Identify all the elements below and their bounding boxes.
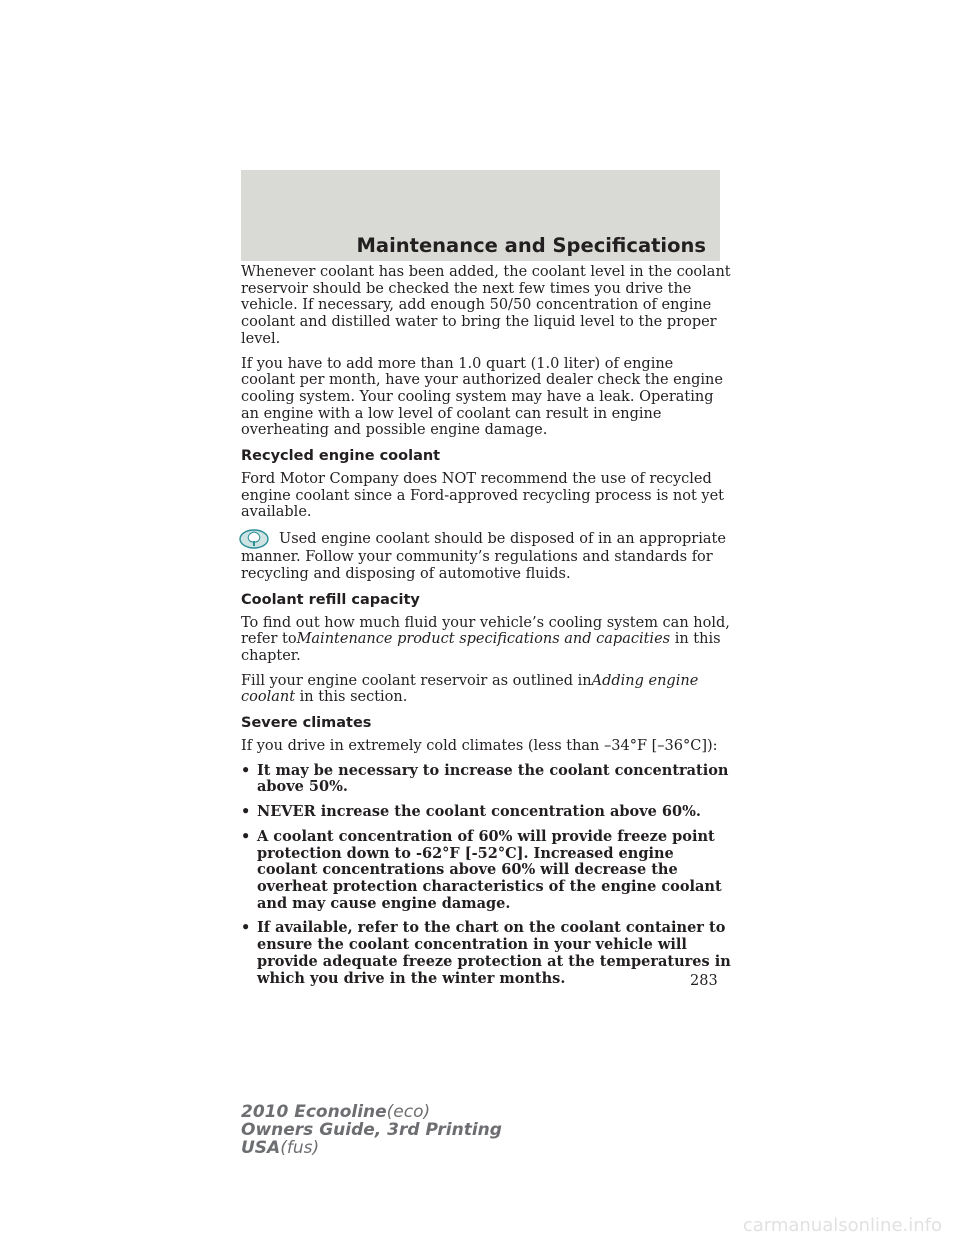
heading-severe-climates: Severe climates [241,715,372,732]
cross-reference: Adding engine coolant [241,672,699,706]
footer-market-code: (fus) [280,1138,320,1158]
list-item-text: If available, refer to the chart on the coolant container to ensure the coolant concentration in your vehicle will provide adequate freeze protection at the temperatures in which you drive in the winter months. [257,919,731,987]
footer-line [241,1139,502,1157]
bullet: • [241,827,251,845]
section-title: Maintenance and Specifications [356,234,706,257]
list-item [241,804,731,821]
section-header-band [241,170,720,261]
bullet: • [241,919,251,937]
watermark: carmanualsonline.info [742,1215,942,1236]
list-item [241,763,731,796]
text: To find out how much fluid your vehicle’s cooling system can hold, refer to [241,614,730,648]
list-item-text: A coolant concentration of 60% will provide freeze point protection down to -62°F [-52°C]. Increased engine coolant concentrations above 60% will decrease the overheat protection characteristics of the engine coolant and may cause engine damage. [257,827,722,912]
bullet: • [241,803,251,821]
paragraph [241,615,731,665]
heading-refill-capacity: Coolant refill capacity [241,591,420,608]
list-item-text: It may be necessary to increase the coolant concentration above 50%. [257,761,729,796]
footer-model: 2010 Econoline [241,1102,387,1122]
footer-line [241,1103,502,1121]
list-item [241,920,731,987]
bullet: • [241,761,251,779]
environment-note-text: Used engine coolant should be disposed of in an appropriate manner. Follow your community’s regulations and standards for recycling and disposing of automotive fluids. [241,531,726,582]
text: Fill your engine coolant reservoir as outlined in [241,672,592,689]
footer-model-code: (eco) [386,1102,431,1122]
footer-market: USA [241,1138,281,1158]
tree-icon [239,529,269,549]
paragraph [241,673,731,706]
paragraph: Whenever coolant has been added, the coolant level in the coolant reservoir should be checked the next few times you drive the vehicle. If necessary, add enough 50/50 concentration of engine coolant and distilled water to bring the liquid level to the proper level. [241,264,731,347]
list-item-text: NEVER increase the coolant concentration above 60%. [257,803,701,821]
page-content [241,264,731,995]
cross-reference: Maintenance product specifications and capacities [296,631,671,648]
text: in this chapter. [241,631,721,664]
heading-recycled-coolant: Recycled engine coolant [241,448,441,465]
environment-note [241,529,731,582]
list-item [241,829,731,913]
page-number: 283 [690,973,718,989]
paragraph: Ford Motor Company does NOT recommend the use of recycled engine coolant since a Ford-approved recycling process is not yet available. [241,471,725,521]
document-footer [241,1103,502,1157]
bullet-list [241,763,731,987]
footer-line: Owners Guide, 3rd Printing [241,1120,502,1140]
text: in this section. [295,689,408,706]
paragraph: If you drive in extremely cold climates (less than –34°F [–36°C]): [241,738,718,755]
paragraph: If you have to add more than 1.0 quart (1.0 liter) of engine coolant per month, have your authorized dealer check the engine cooling system. Your cooling system may have a leak. Operating an engine with a low level of coolant can result in engine overheating and possible engine damage. [241,355,723,439]
